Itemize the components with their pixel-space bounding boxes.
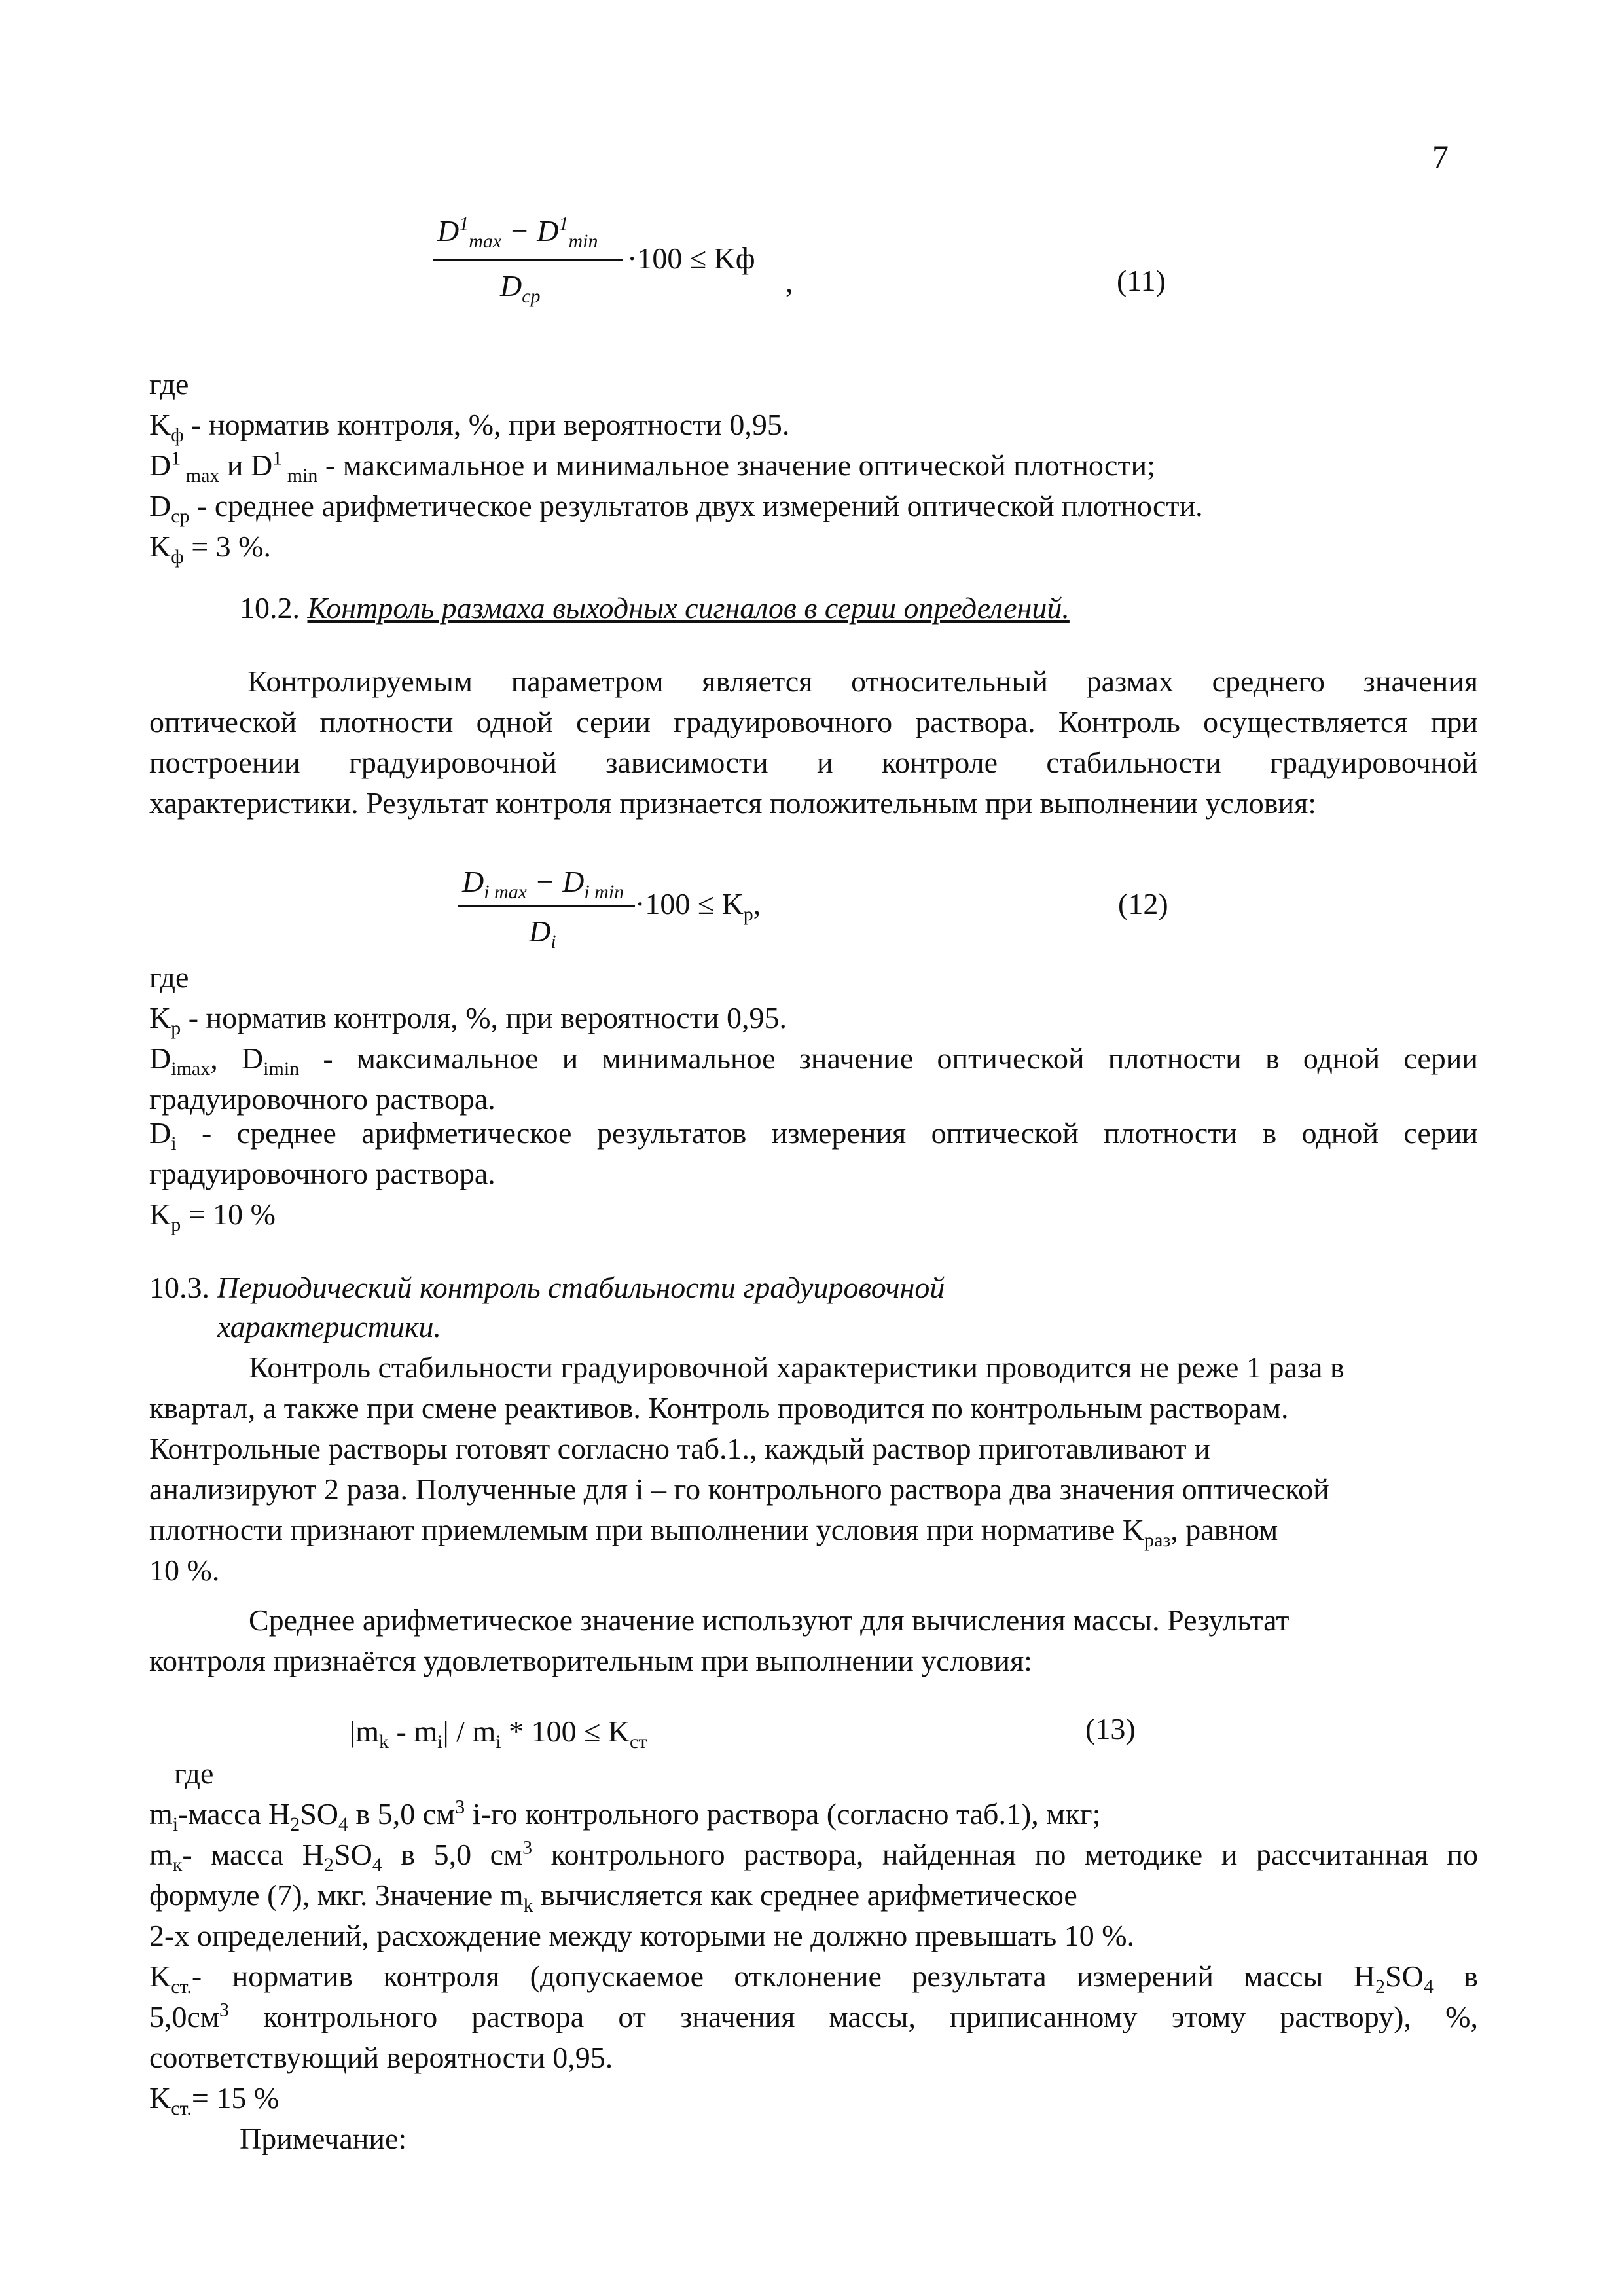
section-10-3-paragraph-line: Среднее арифметическое значение используют для вычисления массы. Результат xyxy=(249,1603,1290,1637)
paragraph-line: оптической плотности одной серии градуировочного раствора. Контроль осуществляется при xyxy=(149,705,1478,738)
note-label: Примечание: xyxy=(240,2122,407,2155)
section-10-2-paragraph xyxy=(149,661,1478,824)
paragraph-line: Контролируемым параметром является относительный размах среднего значения xyxy=(247,665,1478,698)
paragraph-line: формуле (7), мкг. Значение $m_k$ вычисляется как среднее арифметическое xyxy=(149,1878,1077,1917)
section-10-3-heading: 10.3. Периодический контроль стабильности градуировочной xyxy=(149,1271,945,1304)
formula-11-denominator: $D_{cp}$ xyxy=(500,269,541,308)
section-10-3-paragraph-line: анализируют 2 раза. Полученные для i – го контрольного раствора два значения оптической xyxy=(149,1472,1329,1506)
section-10-3-paragraph-line: плотности признают приемлемым при выполнении условия при нормативе $K_{раз}$, равном xyxy=(149,1513,1278,1552)
formula-11-rhs: ·100 ≤ Kф xyxy=(627,242,755,275)
definition-kst xyxy=(149,1956,1478,2078)
definition-mi: $m_i$-масса $H_2SO_4$ в 5,0 $см^3$ i-го контрольного раствора (согласно таб.1), мкг; xyxy=(149,1796,1101,1836)
paragraph-line: $K_{ст.}-$ норматив контроля (допускаемое отклонение результата измерений массы $H_2SO_4$ в xyxy=(149,1959,1478,1998)
paragraph-line: градуировочного раствора. xyxy=(149,1157,496,1190)
paragraph-line: градуировочного раствора. xyxy=(149,1082,496,1116)
where-label: где xyxy=(149,960,189,994)
formula-13-number: (13) xyxy=(1085,1712,1136,1745)
formula-12-numerator: $D_{i max} - D_{i min}$ xyxy=(462,865,624,903)
definition-di xyxy=(149,1113,1478,1194)
definition-kf: $K_ф$ - норматив контроля, %, при вероятности 0,95. xyxy=(149,408,790,446)
paragraph-line: $m_к-$ масса $H_2SO_4$ в 5,0 $см^3$ контрольного раствора, найденная по методике и рассчитанная по xyxy=(149,1836,1479,1876)
definition-kp: $K_p$ - норматив контроля, %, при вероятности 0,95. xyxy=(149,1001,787,1040)
kf-value: $K_ф = 3$ %. xyxy=(149,530,271,568)
kst-value: $K_{ст.}= 15$ % xyxy=(149,2081,280,2120)
section-10-3-paragraph-line: контроля признаётся удовлетворительным при выполнении условия: xyxy=(149,1644,1032,1677)
page-number: 7 xyxy=(1432,138,1449,175)
paragraph-line: $5,0см^3$ контрольного раствора от значения массы, приписанному этому раствору), %, xyxy=(149,1999,1478,2033)
section-10-3-heading-cont: характеристики. xyxy=(217,1310,442,1343)
definition-mk xyxy=(149,1834,1478,1956)
section-10-3-paragraph-line: квартал, а также при смене реактивов. Контроль проводится по контрольным растворам. xyxy=(149,1391,1289,1425)
where-label: где xyxy=(149,367,189,401)
formula-12-denominator: $D_i$ xyxy=(529,915,556,953)
paragraph-line: 2-х определений, расхождение между которыми не должно превышать 10 %. xyxy=(149,1919,1135,1952)
definition-dcp: $D_{cp}$ - среднее арифметическое результатов двух измерений оптической плотности. xyxy=(149,489,1203,528)
section-10-2-heading: 10.2. Контроль размаха выходных сигналов в серии определений. xyxy=(240,591,1070,625)
formula-12-rhs: $\cdot 100 \le K_p$, xyxy=(635,887,761,926)
paragraph-line: соответствующий вероятности 0,95. xyxy=(149,2041,613,2074)
section-10-3-paragraph-line: 10 %. xyxy=(149,1554,220,1587)
paragraph-line: $D_{imax}$, $D_{imin}$ - максимальное и минимальное значение оптической плотности в одной серии xyxy=(149,1042,1478,1080)
formula-12-number: (12) xyxy=(1118,887,1168,920)
formula-11-comma: , xyxy=(785,265,793,299)
fraction-bar xyxy=(433,259,623,261)
section-10-3-paragraph-line: Контрольные растворы готовят согласно таб.1., каждый раствор приготавливают и xyxy=(149,1432,1210,1465)
where-label: где xyxy=(174,1757,214,1790)
definition-dimax-dimin xyxy=(149,1038,1478,1120)
paragraph-line: характеристики. Результат контроля признается положительным при выполнении условия: xyxy=(149,786,1317,820)
paragraph-line: $D_i$ - среднее арифметическое результатов измерения оптической плотности в одной серии xyxy=(149,1116,1478,1155)
kp-value: $K_p = 10$ % xyxy=(149,1197,276,1236)
formula-11-number: (11) xyxy=(1117,264,1166,297)
section-10-3-paragraph-line: Контроль стабильности градуировочной характеристики проводится не реже 1 раза в xyxy=(249,1351,1344,1384)
definition-dmax-dmin: $D^1$ $_{max}$ и $D^1$ $_{min}$ - максимальное и минимальное значение оптической плотности; xyxy=(149,447,1155,487)
fraction-bar xyxy=(458,905,635,907)
formula-11-numerator: $D^1_{max} - D^1_{min}$ xyxy=(437,213,598,253)
paragraph-line: построении градуировочной зависимости и контроле стабильности градуировочной xyxy=(149,746,1478,779)
formula-13-expression: $|m_k - m_i| / m_i * 100 \le K_{ст}$ xyxy=(350,1715,647,1753)
